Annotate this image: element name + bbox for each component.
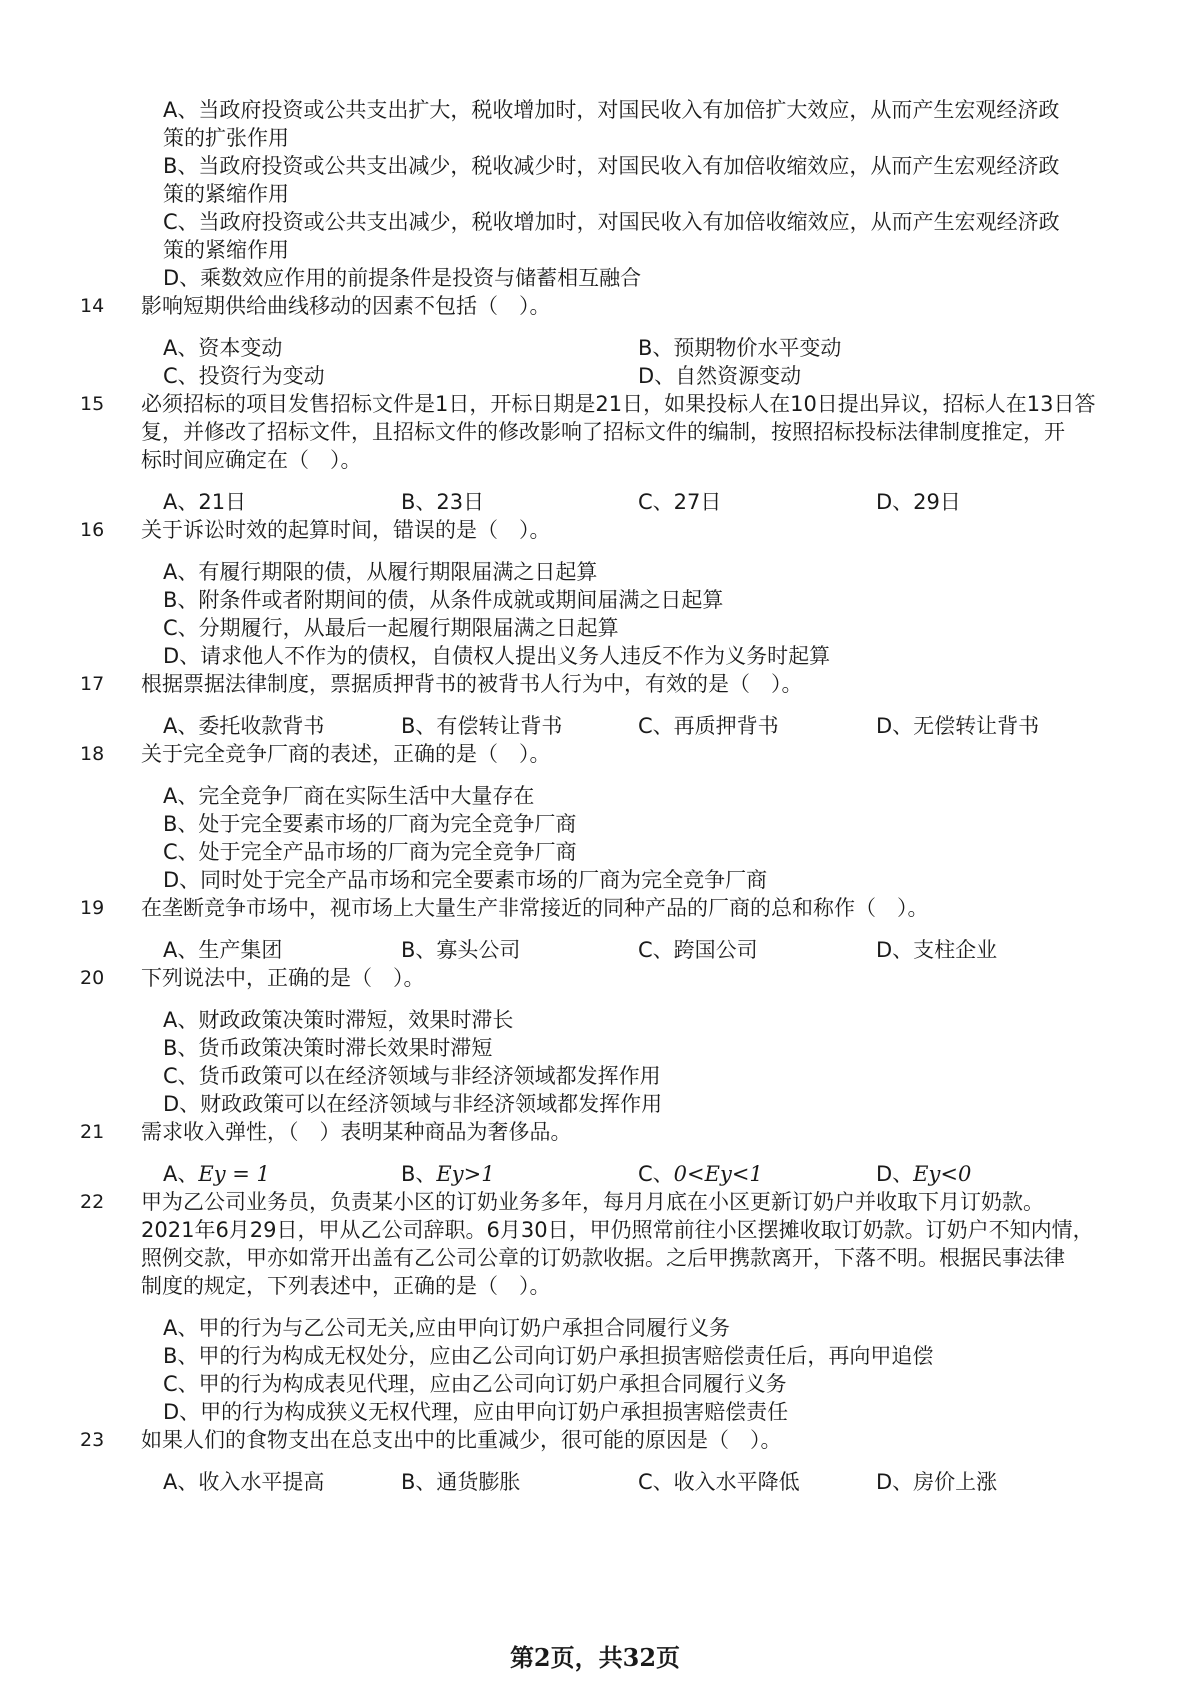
q21-number: 21 — [80, 1121, 105, 1143]
q19-option-c: C、跨国公司 — [638, 938, 758, 962]
q17-number: 17 — [80, 673, 105, 695]
q20-number: 20 — [80, 967, 105, 989]
q14-stem: 影响短期供给曲线移动的因素不包括（ ）。 — [141, 294, 551, 318]
q13-option-b-line1: B、当政府投资或公共支出减少，税收减少时，对国民收入有加倍收缩效应，从而产生宏观经济政 — [163, 154, 1060, 178]
q21-option-d-formula: Ey<0 — [913, 1162, 972, 1186]
q14-number: 14 — [80, 295, 105, 317]
q15-stem-line3: 标时间应确定在（ ）。 — [141, 448, 362, 472]
q16-number: 16 — [80, 519, 105, 541]
page-number-footer: 第2页，共32页 — [509, 1643, 681, 1672]
q16-option-a: A、有履行期限的债，从履行期限届满之日起算 — [163, 560, 598, 584]
q17-option-c: C、再质押背书 — [638, 714, 779, 738]
q19-number: 19 — [80, 897, 105, 919]
q17-option-d: D、无偿转让背书 — [876, 714, 1040, 738]
q13-option-b-line2: 策的紧缩作用 — [163, 182, 289, 206]
q19-option-d: D、支柱企业 — [876, 938, 998, 962]
q18-option-a: A、完全竞争厂商在实际生活中大量存在 — [163, 784, 535, 808]
q20-option-d: D、财政政策可以在经济领域与非经济领域都发挥作用 — [163, 1092, 663, 1116]
q15-option-b: B、23日 — [401, 490, 485, 514]
q22-stem-line4: 制度的规定，下列表述中，正确的是（ ）。 — [141, 1274, 551, 1298]
q15-number: 15 — [80, 393, 105, 415]
q22-number: 22 — [80, 1191, 105, 1213]
q23-stem: 如果人们的食物支出在总支出中的比重减少，很可能的原因是（ ）。 — [141, 1428, 782, 1452]
q13-option-a-line1: A、当政府投资或公共支出扩大，税收增加时，对国民收入有加倍扩大效应，从而产生宏观经济政 — [163, 98, 1060, 122]
q13-option-d: D、乘数效应作用的前提条件是投资与储蓄相互融合 — [163, 266, 642, 290]
q18-option-b: B、处于完全要素市场的厂商为完全竞争厂商 — [163, 812, 577, 836]
q22-stem-line3: 照例交款，甲亦如常开出盖有乙公司公章的订奶款收据。之后甲携款离开，下落不明。根据民事法律 — [141, 1246, 1065, 1270]
q23-option-a: A、收入水平提高 — [163, 1470, 325, 1494]
q22-stem-line1: 甲为乙公司业务员，负责某小区的订奶业务多年，每月月底在小区更新订奶户并收取下月订奶款。 — [141, 1190, 1044, 1214]
q13-option-a-line2: 策的扩张作用 — [163, 126, 289, 150]
q23-option-b: B、通货膨胀 — [401, 1470, 521, 1494]
q21-stem: 需求收入弹性，（ ）表明某种商品为奢侈品。 — [141, 1120, 572, 1144]
q20-option-a: A、财政政策决策时滞短，效果时滞长 — [163, 1008, 514, 1032]
q21-option-b-label: B、 — [401, 1162, 437, 1186]
q18-number: 18 — [80, 743, 105, 765]
q17-option-b: B、有偿转让背书 — [401, 714, 563, 738]
q19-option-a: A、生产集团 — [163, 938, 283, 962]
q21-option-d-label: D、 — [876, 1162, 914, 1186]
q20-option-b: B、货币政策决策时滞长效果时滞短 — [163, 1036, 493, 1060]
q16-option-b: B、附条件或者附期间的债，从条件成就或期间届满之日起算 — [163, 588, 724, 612]
q23-option-c: C、收入水平降低 — [638, 1470, 800, 1494]
q21-option-c — [638, 1159, 763, 1189]
q16-option-c: C、分期履行，从最后一起履行期限届满之日起算 — [163, 616, 619, 640]
q22-option-c: C、甲的行为构成表见代理，应由乙公司向订奶户承担合同履行义务 — [163, 1372, 787, 1396]
q21-option-a — [163, 1159, 270, 1189]
q14-option-d: D、自然资源变动 — [638, 364, 802, 388]
q22-option-a: A、甲的行为与乙公司无关,应由甲向订奶户承担合同履行义务 — [163, 1316, 731, 1340]
q18-option-d: D、同时处于完全产品市场和完全要素市场的厂商为完全竞争厂商 — [163, 868, 768, 892]
q19-stem: 在垄断竞争市场中，视市场上大量生产非常接近的同种产品的厂商的总和称作（ ）。 — [141, 896, 929, 920]
q21-option-b — [401, 1159, 495, 1189]
q14-option-b: B、预期物价水平变动 — [638, 336, 842, 360]
q18-option-c: C、处于完全产品市场的厂商为完全竞争厂商 — [163, 840, 577, 864]
q15-option-a: A、21日 — [163, 490, 247, 514]
q17-stem: 根据票据法律制度，票据质押背书的被背书人行为中，有效的是（ ）。 — [141, 672, 803, 696]
q23-option-d: D、房价上涨 — [876, 1470, 998, 1494]
q14-option-a: A、资本变动 — [163, 336, 283, 360]
q21-option-c-label: C、 — [638, 1162, 674, 1186]
q23-number: 23 — [80, 1429, 105, 1451]
q17-option-a: A、委托收款背书 — [163, 714, 325, 738]
q21-option-a-label: A、 — [163, 1162, 199, 1186]
q14-option-c: C、投资行为变动 — [163, 364, 325, 388]
q16-stem: 关于诉讼时效的起算时间，错误的是（ ）。 — [141, 518, 551, 542]
q20-option-c: C、货币政策可以在经济领域与非经济领域都发挥作用 — [163, 1064, 661, 1088]
q22-stem-line2: 2021年6月29日，甲从乙公司辞职。6月30日，甲仍照常前往小区摆摊收取订奶款。订奶户不知内情， — [141, 1218, 1094, 1242]
q21-option-d — [876, 1159, 971, 1189]
q15-stem-line1: 必须招标的项目发售招标文件是1日，开标日期是21日，如果投标人在10日提出异议，招标人在13日答 — [141, 392, 1096, 416]
q21-option-b-formula: Ey>1 — [436, 1162, 495, 1186]
q22-option-d: D、甲的行为构成狭义无权代理，应由甲向订奶户承担损害赔偿责任 — [163, 1400, 789, 1424]
q13-option-c-line1: C、当政府投资或公共支出减少，税收增加时，对国民收入有加倍收缩效应，从而产生宏观经济政 — [163, 210, 1060, 234]
q20-stem: 下列说法中，正确的是（ ）。 — [141, 966, 425, 990]
q21-option-c-formula: 0<Ey<1 — [673, 1162, 763, 1186]
q16-option-d: D、请求他人不作为的债权，自债权人提出义务人违反不作为义务时起算 — [163, 644, 831, 668]
q15-stem-line2: 复，并修改了招标文件，且招标文件的修改影响了招标文件的编制，按照招标投标法律制度推定，开 — [141, 420, 1065, 444]
q18-stem: 关于完全竞争厂商的表述，正确的是（ ）。 — [141, 742, 551, 766]
q13-option-c-line2: 策的紧缩作用 — [163, 238, 289, 262]
q22-option-b: B、甲的行为构成无权处分，应由乙公司向订奶户承担损害赔偿责任后，再向甲追偿 — [163, 1344, 934, 1368]
q21-option-a-formula: Ey = 1 — [198, 1162, 270, 1186]
q19-option-b: B、寡头公司 — [401, 938, 521, 962]
q15-option-c: C、27日 — [638, 490, 722, 514]
q15-option-d: D、29日 — [876, 490, 961, 514]
